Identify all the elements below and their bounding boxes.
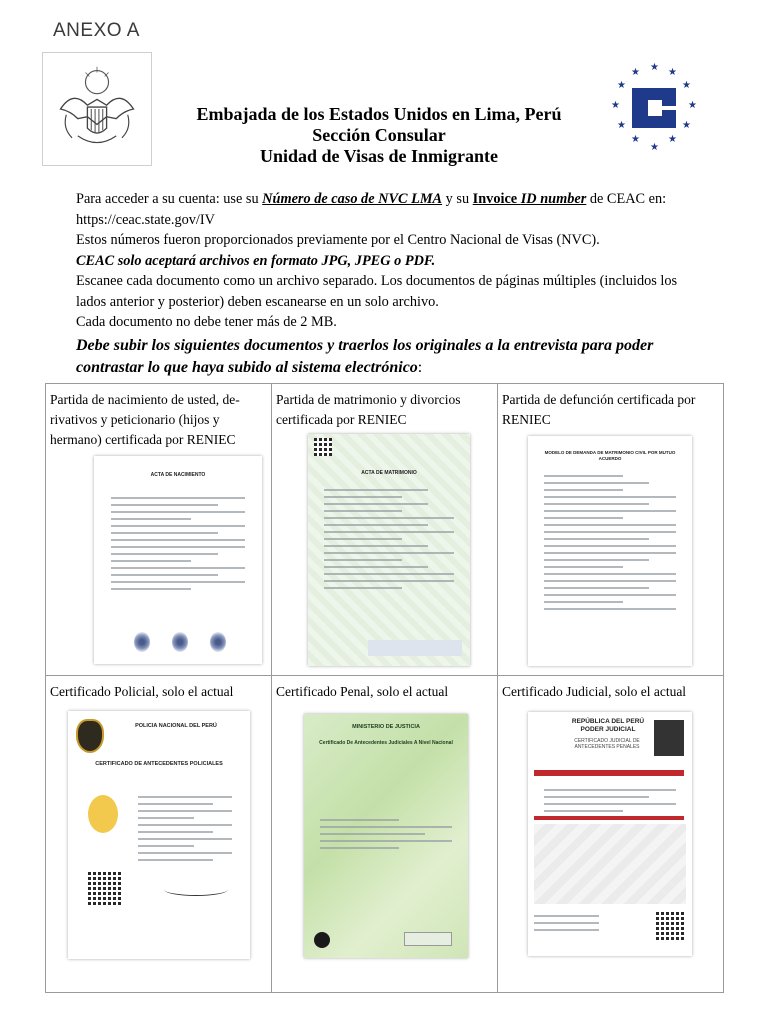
us-great-seal-icon: [42, 52, 152, 166]
doc-label-police: Certificado Policial, solo el actual: [50, 684, 234, 699]
judicial-thumb-title: REPÚBLICA DEL PERÚ PODER JUDICIAL: [571, 718, 645, 733]
svg-text:★: ★: [631, 67, 640, 78]
invoice-text: Invoice: [472, 191, 521, 207]
header-embassy: Embajada de los Estados Unidos en Lima, Perú: [196, 104, 562, 124]
svg-text:★: ★: [682, 80, 691, 91]
doc-label-judicial: Certificado Judicial, solo el actual: [502, 684, 687, 699]
penal-thumb-subtitle: Certificado De Antecedentes Judiciales A Nivel Nacional: [319, 740, 453, 746]
svg-text:★: ★: [631, 134, 640, 145]
doc-cell-penal: [272, 676, 498, 993]
qr-code-icon: [314, 438, 332, 456]
judicial-photo: [654, 720, 684, 756]
header-section: Sección Consular: [312, 125, 446, 145]
instruction-access: [76, 189, 701, 230]
instruction-upload-text: Debe subir los siguientes documentos y traerlos los originales a la entrevista para poder contrastar lo que haya subido al sistema electrónico: [76, 336, 654, 376]
svg-text:★: ★: [668, 134, 677, 145]
marriage-certificate-thumbnail: [308, 434, 470, 666]
doc-cell-marriage: [272, 384, 498, 676]
birth-thumb-title: ACTA DE NACIMIENTO: [150, 472, 206, 478]
qr-code-icon: [88, 871, 122, 905]
marriage-thumb-title: ACTA DE MATRIMONIO: [361, 470, 417, 476]
instruction-access-text: Para acceder a su cuenta: use su: [76, 191, 263, 207]
svg-text:★: ★: [617, 120, 626, 131]
doc-cell-birth: [46, 384, 272, 676]
invoice-id-text: ID number: [520, 191, 587, 207]
svg-text:★: ★: [668, 67, 677, 78]
header-unit: Unidad de Visas de Inmigrante: [259, 146, 499, 166]
instruction-upload: [76, 335, 701, 379]
svg-text:★: ★: [611, 100, 620, 111]
svg-text:★: ★: [650, 142, 659, 153]
doc-label-death: Partida de defunción certificada por RENIEC: [502, 392, 696, 427]
documents-table: [45, 383, 724, 993]
svg-text:★: ★: [650, 62, 659, 73]
ceac-url-text: de CEAC en: https://ceac.state.gov/IV: [76, 191, 667, 228]
divorce-thumb-title: MODELO DE DEMANDA DE MATRIMONIO CIVIL POR MUTUO ACUERDO: [544, 450, 676, 461]
doc-cell-death: [498, 384, 724, 676]
police-thumb-title: POLICIA NACIONAL DEL PERÚ: [135, 723, 217, 729]
instruction-scan: Escanee cada documento como un archivo separado. Los documentos de páginas múltiples (incluidos los lados anterior y posterior) deben escanearse en un solo archivo.: [76, 273, 678, 310]
svg-text:★: ★: [682, 120, 691, 131]
penal-certificate-thumbnail: [304, 714, 468, 958]
death-certificate-thumbnail: [528, 436, 692, 666]
doc-cell-police: [46, 676, 272, 993]
qr-code-icon: [656, 912, 684, 940]
doc-cell-judicial: [498, 676, 724, 993]
penal-thumb-title: MINISTERIO DE JUSTICIA: [352, 724, 420, 730]
annex-label: ANEXO A: [53, 20, 140, 41]
police-thumb-subtitle: CERTIFICADO DE ANTECEDENTES POLICIALES: [95, 761, 223, 767]
doc-label-penal: Certificado Penal, solo el actual: [276, 684, 449, 699]
doc-label-marriage: Partida de matrimonio y divorcios certificada por RENIEC: [276, 392, 461, 427]
nvc-case-number-text: Número de caso de NVC LMA: [262, 191, 443, 207]
police-avatar: [88, 795, 118, 833]
judicial-certificate-thumbnail: [528, 712, 692, 956]
instruction-upload-colon: :: [417, 358, 423, 376]
c-stars-logo-icon: [606, 60, 702, 156]
judicial-thumb-subtitle: CERTIFICADO JUDICIAL DE ANTECEDENTES PENALES: [574, 738, 640, 750]
police-certificate-thumbnail: [68, 711, 250, 959]
svg-text:★: ★: [688, 100, 697, 111]
instruction-nvc: Estos números fueron proporcionados previamente por el Centro Nacional de Visas (NVC).: [76, 232, 600, 248]
instruction-size: Cada documento no debe tener más de 2 MB.: [76, 314, 337, 330]
instruction-formats: CEAC solo aceptará archivos en formato JPG, JPEG o PDF.: [76, 252, 436, 269]
instruction-access-and: y su: [442, 191, 473, 207]
instructions: [76, 189, 701, 379]
page-header: [150, 104, 608, 167]
svg-text:★: ★: [617, 80, 626, 91]
birth-certificate-thumbnail: [94, 456, 262, 664]
doc-label-birth: Partida de nacimiento de usted, de-rivativos y peticionario (hijos y hermano) certificada por RENIEC: [50, 392, 240, 447]
